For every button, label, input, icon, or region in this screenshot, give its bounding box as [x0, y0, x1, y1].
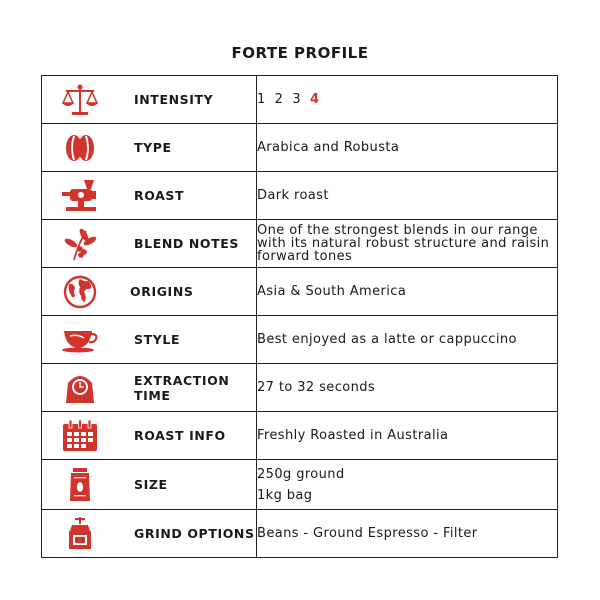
page-title: FORTE PROFILE	[231, 44, 369, 62]
intensity-level: 2	[274, 91, 284, 107]
row-value: Best enjoyed as a latte or cappuccino	[257, 316, 558, 364]
table-row	[42, 364, 558, 412]
table-row	[42, 316, 558, 364]
table-row	[42, 510, 558, 558]
row-label: BLEND NOTES	[134, 236, 239, 251]
table-row	[42, 460, 558, 510]
row-label: ROAST INFO	[134, 428, 226, 443]
grinder-icon	[58, 516, 102, 552]
intensity-level: 1	[257, 91, 266, 107]
table-row	[42, 124, 558, 172]
row-label: STYLE	[134, 332, 181, 347]
table-row	[42, 172, 558, 220]
coffee-bean-icon	[58, 130, 102, 166]
row-value: Dark roast	[257, 172, 558, 220]
coffee-plant-icon	[58, 226, 102, 262]
coffee-bag-icon	[58, 467, 102, 503]
size-option: 1kg bag	[257, 487, 313, 503]
size-option: 250g ground	[257, 466, 345, 482]
table-row	[42, 76, 558, 124]
calendar-icon	[58, 418, 102, 454]
coffee-cup-icon	[58, 322, 102, 358]
profile-table	[41, 75, 558, 558]
row-label: ROAST	[134, 188, 185, 203]
row-value: One of the strongest blends in our range with its natural robust structure and raisin forward tones	[257, 220, 558, 268]
intensity-level-selected: 4	[310, 91, 320, 107]
scales-icon	[58, 82, 102, 118]
row-label: GRIND OPTIONS	[134, 526, 255, 541]
intensity-scale	[257, 76, 558, 124]
row-label: EXTRACTION TIME	[134, 372, 230, 403]
row-value: Asia & South America	[257, 268, 558, 316]
row-value: 27 to 32 seconds	[257, 364, 558, 412]
row-value: Arabica and Robusta	[257, 124, 558, 172]
row-label: ORIGINS	[130, 284, 194, 299]
row-value: Beans - Ground Espresso - Filter	[257, 510, 558, 558]
row-value: Freshly Roasted in Australia	[257, 412, 558, 460]
timer-icon	[58, 370, 102, 406]
row-label: TYPE	[134, 140, 172, 155]
globe-icon	[58, 274, 102, 310]
roaster-icon	[58, 178, 102, 214]
row-label: INTENSITY	[134, 92, 214, 107]
intensity-level: 3	[292, 91, 302, 107]
table-row	[42, 412, 558, 460]
table-row	[42, 268, 558, 316]
row-value	[257, 460, 558, 510]
table-row	[42, 220, 558, 268]
row-label: SIZE	[134, 477, 168, 492]
